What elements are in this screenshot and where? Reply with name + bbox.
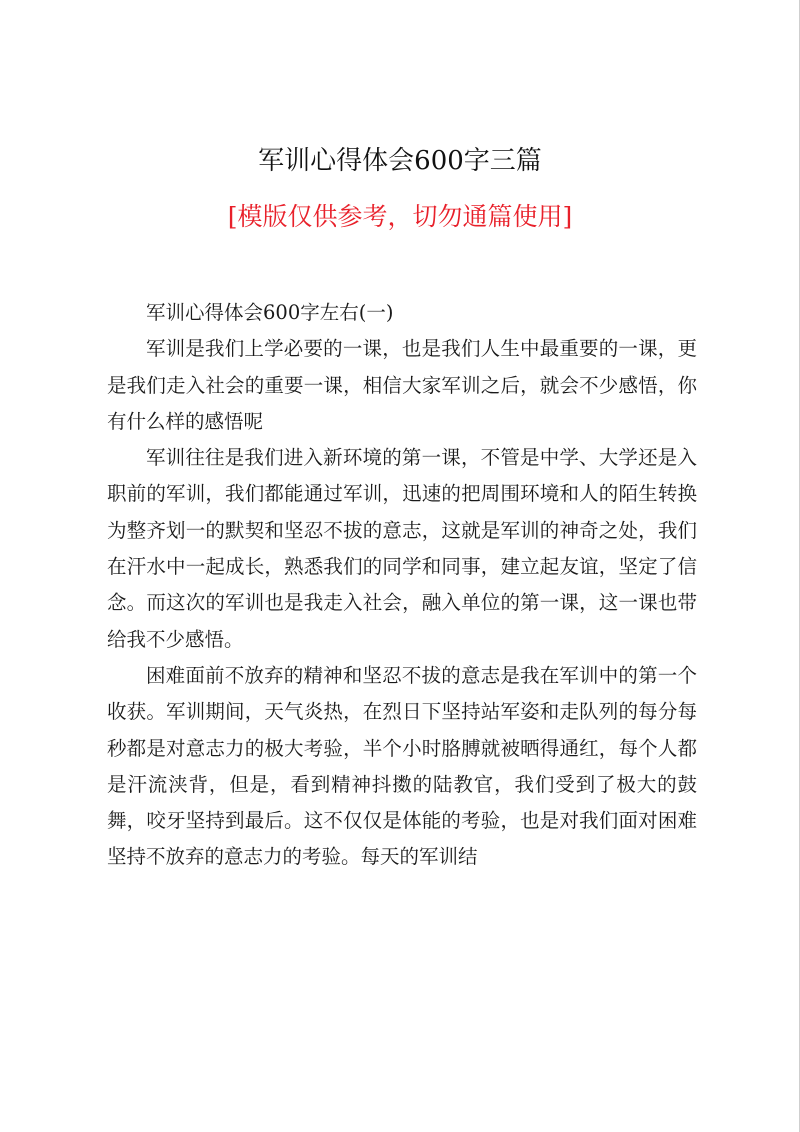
paragraph: 军训往往是我们进入新环境的第一课，不管是中学、大学还是入职前的军训，我们都能通过军训，迅速的把周围环境和人的陌生转换为整齐划一的默契和坚忍不拔的意志，这就是军训的神奇之处，我们在汗水中一起成长，熟悉我们的同学和同事，建立起友谊，坚定了信念。而这次的军训也是我走入社会，融入单位的第一课，这一课也带给我不少感悟。 bbox=[107, 446, 697, 651]
document-body bbox=[107, 295, 697, 876]
template-notice: [模版仅供参考，切勿通篇使用] bbox=[227, 202, 573, 231]
document-title: 军训心得体会600字三篇 bbox=[258, 146, 542, 176]
paragraph: 军训是我们上学必要的一课，也是我们人生中最重要的一课，更是我们走入社会的重要一课，相信大家军训之后，就会不少感悟，你有什么样的感悟呢 bbox=[107, 337, 697, 433]
paragraph: 困难面前不放弃的精神和坚忍不拔的意志是我在军训中的第一个收获。军训期间，天气炎热，在烈日下坚持站军姿和走队列的每分每秒都是对意志力的极大考验，半个小时胳膊就被晒得通红，每个人都是汗流浃背，但是，看到精神抖擞的陆教官，我们受到了极大的鼓舞，咬牙坚持到最后。这不仅仅是体能的考验，也是对我们面对困难坚持不放弃的意志力的考验。每天的军训结 bbox=[107, 663, 697, 869]
section-heading: 军训心得体会600字左右(一) bbox=[146, 301, 394, 324]
